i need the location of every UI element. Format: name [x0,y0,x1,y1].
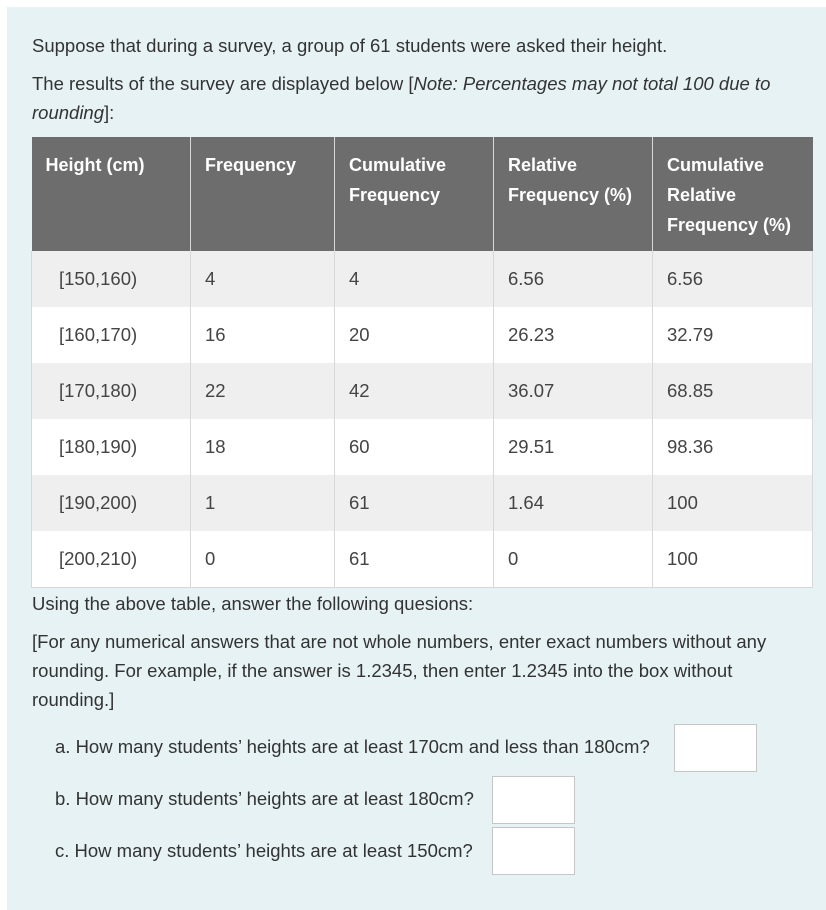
cell-relative-frequency: 29.51 [494,419,653,475]
cell-frequency: 18 [191,419,335,475]
question-c-label: c. How many students’ heights are at least 150cm? [55,840,473,861]
table-header-row [32,137,813,251]
cell-cumulative-frequency: 60 [335,419,494,475]
cell-height: [160,170) [32,307,191,363]
cell-height: [150,160) [32,251,191,307]
cell-cumulative-relative-frequency: 100 [653,475,813,531]
cell-cumulative-relative-frequency: 6.56 [653,251,813,307]
cell-cumulative-frequency: 61 [335,475,494,531]
cell-frequency: 16 [191,307,335,363]
table-row [32,363,813,419]
table-row [32,531,813,587]
cell-frequency: 4 [191,251,335,307]
instructions-heading: Using the above table, answer the following quesions: [32,593,474,614]
cell-cumulative-frequency: 61 [335,531,494,587]
cell-relative-frequency: 0 [494,531,653,587]
header-cumulative-relative-frequency: Cumulative Relative Frequency (%) [653,137,813,251]
cell-cumulative-relative-frequency: 32.79 [653,307,813,363]
cell-height: [180,190) [32,419,191,475]
cell-cumulative-frequency: 4 [335,251,494,307]
cell-relative-frequency: 6.56 [494,251,653,307]
question-a-label: a. How many students’ heights are at least 170cm and less than 180cm? [55,736,650,757]
rounding-note: Note: Percentages may not total 100 due to rounding [32,73,771,123]
question-card [7,7,826,910]
frequency-table [31,137,813,588]
results-note [32,69,802,127]
results-note-suffix: ]: [104,102,115,123]
results-note-prefix: The results of the survey are displayed below [ [32,73,414,94]
header-relative-frequency: Relative Frequency (%) [494,137,653,251]
answer-c-input[interactable] [492,827,575,875]
cell-cumulative-relative-frequency: 68.85 [653,363,813,419]
table-row [32,419,813,475]
answer-b-input[interactable] [492,776,575,824]
header-frequency: Frequency [191,137,335,251]
cell-height: [190,200) [32,475,191,531]
cell-relative-frequency: 36.07 [494,363,653,419]
cell-relative-frequency: 26.23 [494,307,653,363]
cell-cumulative-relative-frequency: 98.36 [653,419,813,475]
cell-cumulative-relative-frequency: 100 [653,531,813,587]
cell-relative-frequency: 1.64 [494,475,653,531]
cell-height: [170,180) [32,363,191,419]
cell-frequency: 1 [191,475,335,531]
cell-height: [200,210) [32,531,191,587]
instructions-rounding: [For any numerical answers that are not whole numbers, enter exact numbers without any rounding. For example, if the answer is 1.2345, then enter 1.2345 into the box without rounding.] [32,631,767,710]
cell-frequency: 22 [191,363,335,419]
header-height: Height (cm) [32,137,191,251]
table-row [32,251,813,307]
table-row [32,307,813,363]
cell-cumulative-frequency: 20 [335,307,494,363]
question-b-label: b. How many students’ heights are at least 180cm? [55,788,474,809]
cell-frequency: 0 [191,531,335,587]
table-row [32,475,813,531]
header-cumulative-frequency: Cumulative Frequency [335,137,494,251]
answer-a-input[interactable] [674,724,757,772]
cell-cumulative-frequency: 42 [335,363,494,419]
intro-text: Suppose that during a survey, a group of 61 students were asked their height. [32,35,668,56]
